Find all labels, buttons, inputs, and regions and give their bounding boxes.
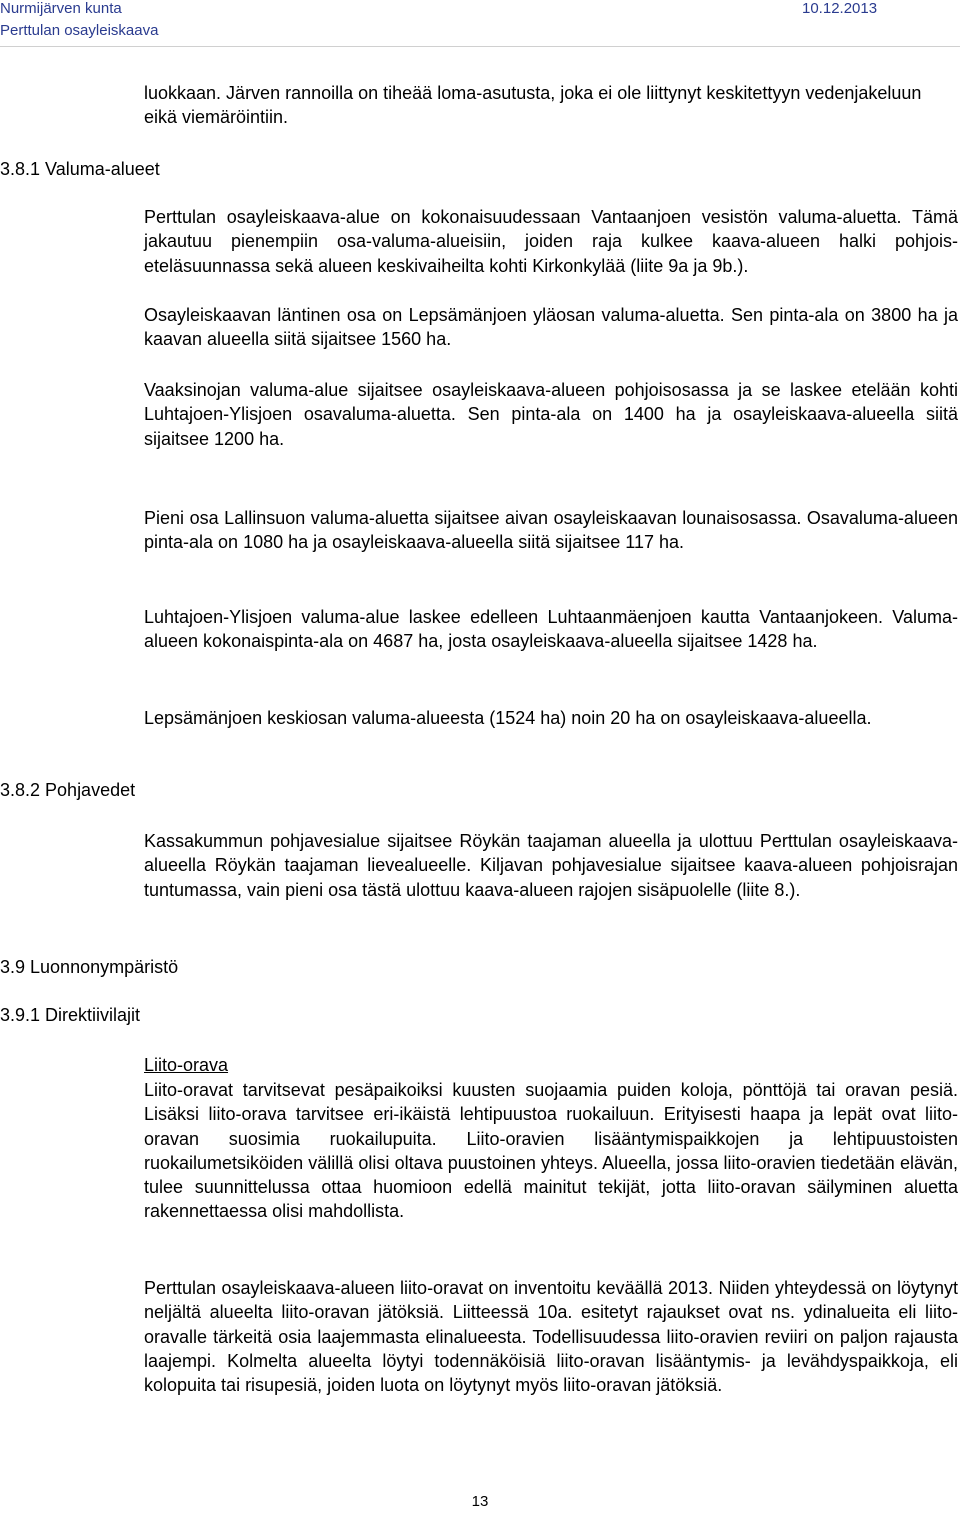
header-date: 10.12.2013 [802,0,878,17]
paragraph-lepsamanjoki-middle: Lepsämänjoen keskiosan valuma-alueesta (1524 ha) noin 20 ha on osayleiskaava-alueella. [144,708,872,728]
subheading-liito-orava: Liito-orava [144,1055,229,1075]
paragraph-groundwater: Kassakummun pohjavesialue sijaitsee Röykän taajaman alueella ja ulottuu Perttulan osayleiskaava-alueella Röykän taajaman lievealueelle. Kiljavan pohjavesialue sijaitsee kaava-alueen pohjoisrajan tuntumassa, vain pieni osa tästä ulottuu kaava-alueen rajojen sisäpuolelle (liite 8.). [144,831,958,900]
header-plan-name: Perttulan osayleiskaava [0,22,159,39]
paragraph-lallinsuo: Pieni osa Lallinsuon valuma-aluetta sijaitsee aivan osayleiskaavan lounaisosassa. Osavaluma-alueen pinta-ala on 1080 ha ja osayleiskaava-alueella siitä sijaitsee 117 ha. [144,508,958,553]
paragraph-vaaksinoja: Vaaksinojan valuma-alue sijaitsee osayleiskaava-alueen pohjoisosassa ja se laskee etelään kohti Luhtajoen-Ylisjoen osavaluma-aluetta. Sen pinta-ala on 1400 ha ja osayleiskaava-alueella siitä sijaitsee 1200 ha. [144,380,958,449]
section-heading-3-8-1: 3.8.1 Valuma-alueet [0,159,160,179]
page-number: 13 [471,1493,489,1510]
page-header [0,0,960,47]
paragraph-lepsamanjoki-upper: Osayleiskaavan läntinen osa on Lepsämänjoen yläosan valuma-aluetta. Sen pinta-ala on 3800 ha ja kaavan alueella siitä sijaitsee 1560 ha. [144,305,958,350]
section-heading-3-9: 3.9 Luonnonympäristö [0,957,179,977]
header-municipality: Nurmijärven kunta [0,0,122,17]
paragraph-catchment-overview: Perttulan osayleiskaava-alue on kokonaisuudessaan Vantaanjoen vesistön valuma-aluetta. Tämä jakautuu pienempiin osa-valuma-alueisiin, joiden raja kulkee kaava-alueen halki pohjois-eteläsuunnassa sekä alueen keskivaiheilta kohti Kirkonkylää (liite 9a ja 9b.). [144,207,958,276]
paragraph-lake-shores: luokkaan. Järven rannoilla on tiheää loma-asutusta, joka ei ole liittynyt keskitettyyn vedenjakeluun eikä viemäröintiin. [144,83,922,128]
paragraph-flying-squirrel-inventory: Perttulan osayleiskaava-alueen liito-oravat on inventoitu keväällä 2013. Niiden yhteydessä on löytynyt neljältä alueelta liito-oravan jätöksiä. Liitteessä 10a. esitetyt rajaukset ovat ns. ydinalueita eli liito-oravalle tärkeitä osia laajemmasta elinalueesta. Todellisuudessa liito-oravien reviiri on paljon rajausta laajempi. Kolmelta alueelta löytyi todennäköisiä liito-oravan lisääntymis- ja levähdyspaikkoja, eli kolopuita tai risupesiä, joiden luota on löytynyt myös liito-oravan jätöksiä. [144,1278,958,1396]
paragraph-luhtajoki-ylisjoki: Luhtajoen-Ylisjoen valuma-alue laskee edelleen Luhtaanmäenjoen kautta Vantaanjokeen. Valuma-alueen kokonaispinta-ala on 4687 ha, josta osayleiskaava-alueella sijaitsee 1428 ha. [144,607,958,652]
paragraph-flying-squirrel-habitat: Liito-oravat tarvitsevat pesäpaikoiksi kuusten suojaamia puiden koloja, pönttöjä tai oravan pesiä. Lisäksi liito-orava tarvitsee eri-ikäistä lehtipuustoa ruokailuun. Erityisesti haapa ja lepät ovat liito-oravan suosimia ruokailupuita. Liito-oravien lisääntymispaikkojen ja lehtipuustoisten ruokailumetsiköiden välillä olisi oltava puustoinen yhteys. Alueella, jossa liito-oravien tiedetään elävän, tulee suunnittelussa ottaa huomioon edellä mainitut tekijät, jotta liito-oravan säilyminen aluetta rakennettaessa olisi mahdollista. [144,1080,958,1222]
section-heading-3-8-2: 3.8.2 Pohjavedet [0,780,136,800]
section-heading-3-9-1: 3.9.1 Direktiivilajit [0,1005,141,1025]
